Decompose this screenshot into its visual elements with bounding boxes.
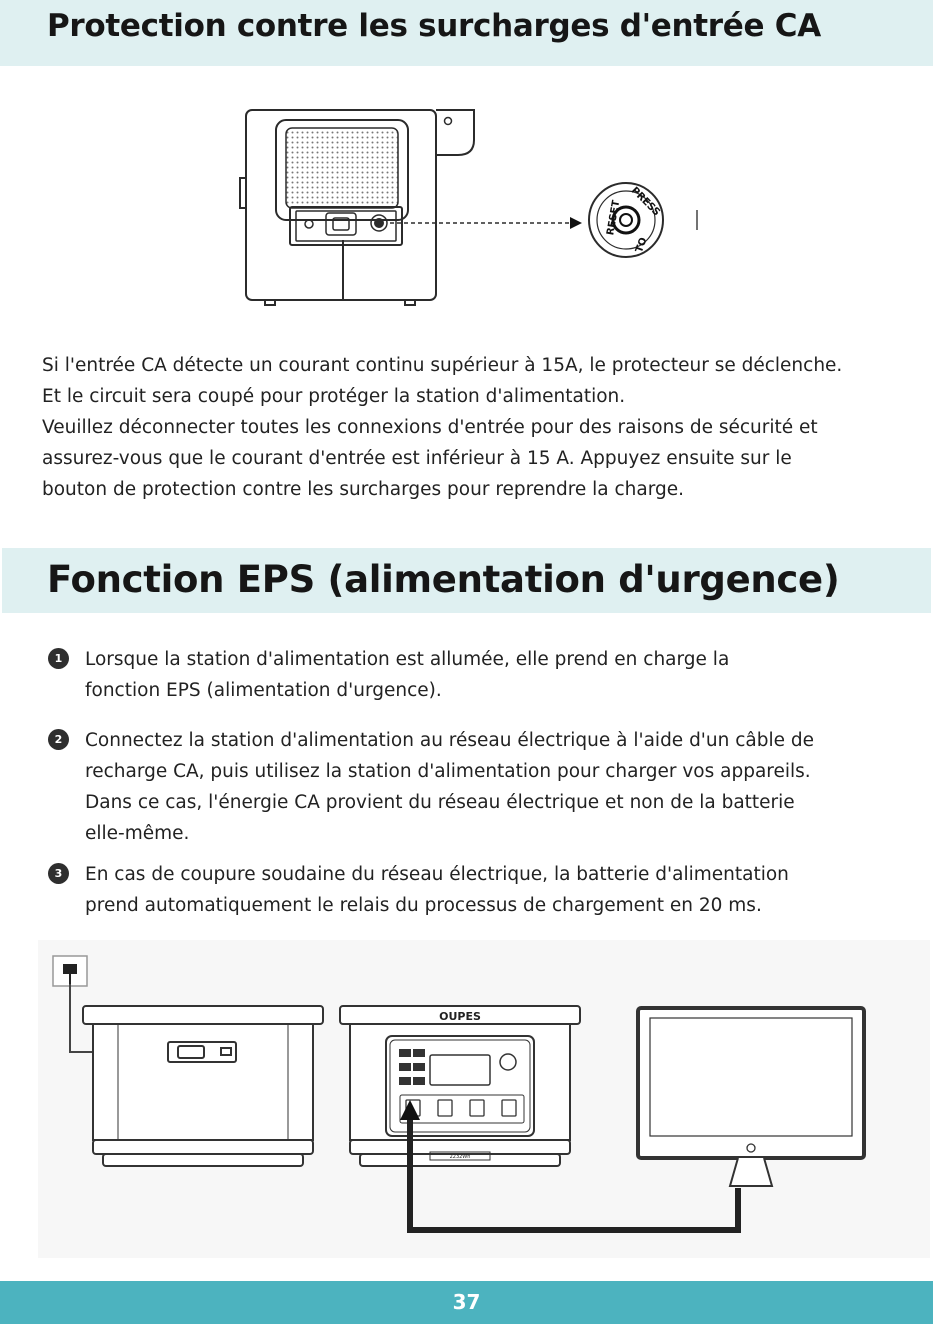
- ac-overload-description: [42, 350, 902, 505]
- press-label: PRESS: [628, 185, 662, 219]
- paragraph-line: Si l'entrée CA détecte un courant continu supérieur à 15A, le protecteur se déclenche.: [42, 355, 843, 376]
- power-station-side-illustration: [240, 110, 474, 305]
- eps-connection-figure: [38, 940, 930, 1258]
- paragraph-line: assurez-vous que le courant d'entrée est inférieur à 15 A. Appuyez ensuite sur le: [42, 448, 792, 469]
- step-text-line: Lorsque la station d'alimentation est allumée, elle prend en charge la: [85, 649, 730, 670]
- to-label: TO: [633, 236, 650, 255]
- paragraph-line: bouton de protection contre les surcharges pour reprendre la charge.: [42, 479, 685, 500]
- step-text-line: Dans ce cas, l'énergie CA provient du réseau électrique et non de la batterie: [85, 792, 795, 813]
- paragraph-line: Veuillez déconnecter toutes les connexions d'entrée pour des raisons de sécurité et: [42, 417, 818, 438]
- section-header-band: [0, 0, 933, 66]
- step-text-line: prend automatiquement le relais du processus de chargement en 20 ms.: [85, 895, 762, 916]
- reset-button-detail: [589, 183, 663, 257]
- section-header-band: [2, 548, 931, 613]
- paragraph-line: Et le circuit sera coupé pour protéger la station d'alimentation.: [42, 386, 626, 407]
- step-number-badge: 1: [48, 648, 69, 669]
- step-number-badge: 3: [48, 863, 69, 884]
- step-text-line: Connectez la station d'alimentation au réseau électrique à l'aide d'un câble de: [85, 730, 815, 751]
- page-number: 37: [452, 1290, 481, 1314]
- wall-outlet-illustration: [53, 956, 87, 986]
- detail-pointer-arrow: [570, 217, 582, 229]
- capacity-label: 2232Wh: [449, 1154, 471, 1160]
- ac-overload-figure: [230, 100, 710, 310]
- step-text-line: elle-même.: [85, 823, 190, 844]
- step-text-line: En cas de coupure soudaine du réseau électrique, la batterie d'alimentation: [85, 864, 789, 885]
- step-number-badge: 2: [48, 729, 69, 750]
- reset-label: RESET: [605, 199, 623, 237]
- power-station-front-illustration: [340, 1006, 580, 1166]
- section-title-eps: Fonction EPS (alimentation d'urgence): [47, 558, 840, 601]
- power-station-back-illustration: [83, 1006, 323, 1166]
- step-text-line: recharge CA, puis utilisez la station d'alimentation pour charger vos appareils.: [85, 761, 811, 782]
- step-text-line: fonction EPS (alimentation d'urgence).: [85, 680, 442, 701]
- monitor-illustration: [638, 1008, 864, 1186]
- page-footer-band: [0, 1281, 933, 1324]
- section-title-ac-overload: Protection contre les surcharges d'entrée CA: [47, 8, 821, 44]
- brand-logo: OUPES: [439, 1010, 481, 1023]
